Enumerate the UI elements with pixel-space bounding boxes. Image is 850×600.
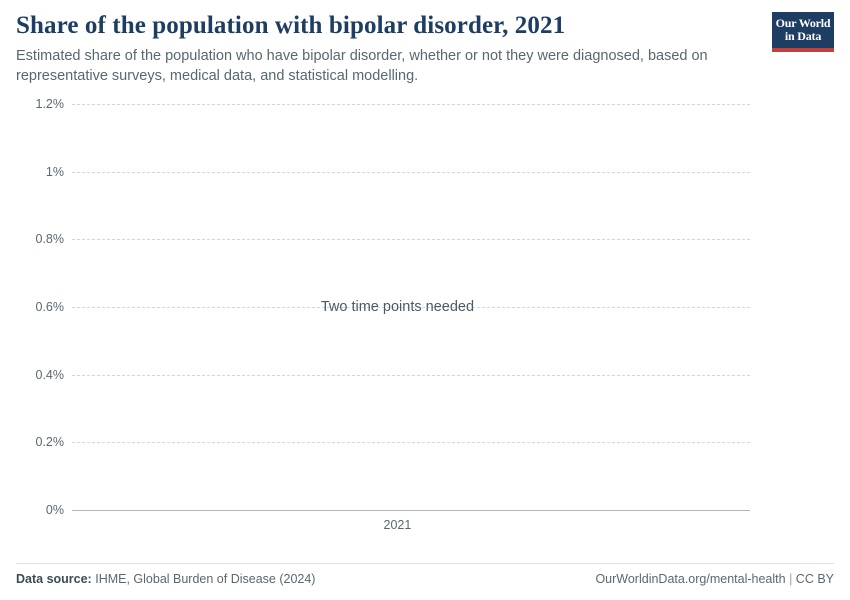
chart-header <box>16 12 834 86</box>
gridline-0.2 <box>72 442 750 443</box>
logo-line-1: Our World <box>775 16 831 30</box>
gridline-0.8 <box>72 239 750 240</box>
page-title: Share of the population with bipolar disorder, 2021 <box>16 12 566 39</box>
gridline-1 <box>72 172 750 173</box>
y-axis-tick-label: 0.2% <box>35 435 64 450</box>
license-link[interactable]: CC BY <box>795 572 834 586</box>
chart-area <box>16 97 834 564</box>
footer-separator: | <box>789 572 793 586</box>
y-axis-tick-label: 1.2% <box>35 97 64 111</box>
y-axis-tick-label: 0.4% <box>35 367 64 382</box>
chart-footer <box>16 563 834 586</box>
data-source-label: Data source: <box>16 572 92 586</box>
plot-region <box>35 97 750 517</box>
data-source <box>16 572 315 586</box>
x-axis-tick-label: 2021 <box>383 518 412 532</box>
y-axis-tick-label: 0.6% <box>35 300 64 314</box>
chart-subtitle: Estimated share of the population who have bipolar disorder, whether or not they were diagnosed, based on representative surveys, medical data, and statistical modelling. <box>16 48 708 84</box>
y-axis-tick-label: 0.8% <box>35 232 64 247</box>
logo-line-2: in Data <box>784 29 822 44</box>
data-source-value: IHME, Global Burden of Disease (2024) <box>95 572 316 586</box>
gridline-1.2 <box>72 104 750 105</box>
y-axis-tick-label: 0% <box>45 503 64 517</box>
y-axis-tick-label: 1% <box>45 164 64 179</box>
footer-links <box>595 572 834 586</box>
site-url-link[interactable]: OurWorldinData.org/mental-health <box>595 572 786 586</box>
chart-empty-state-message: Two time points needed <box>320 299 475 315</box>
our-world-in-data-logo[interactable] <box>772 12 834 52</box>
gridline-0.4 <box>72 375 750 376</box>
axis-baseline <box>72 510 750 511</box>
